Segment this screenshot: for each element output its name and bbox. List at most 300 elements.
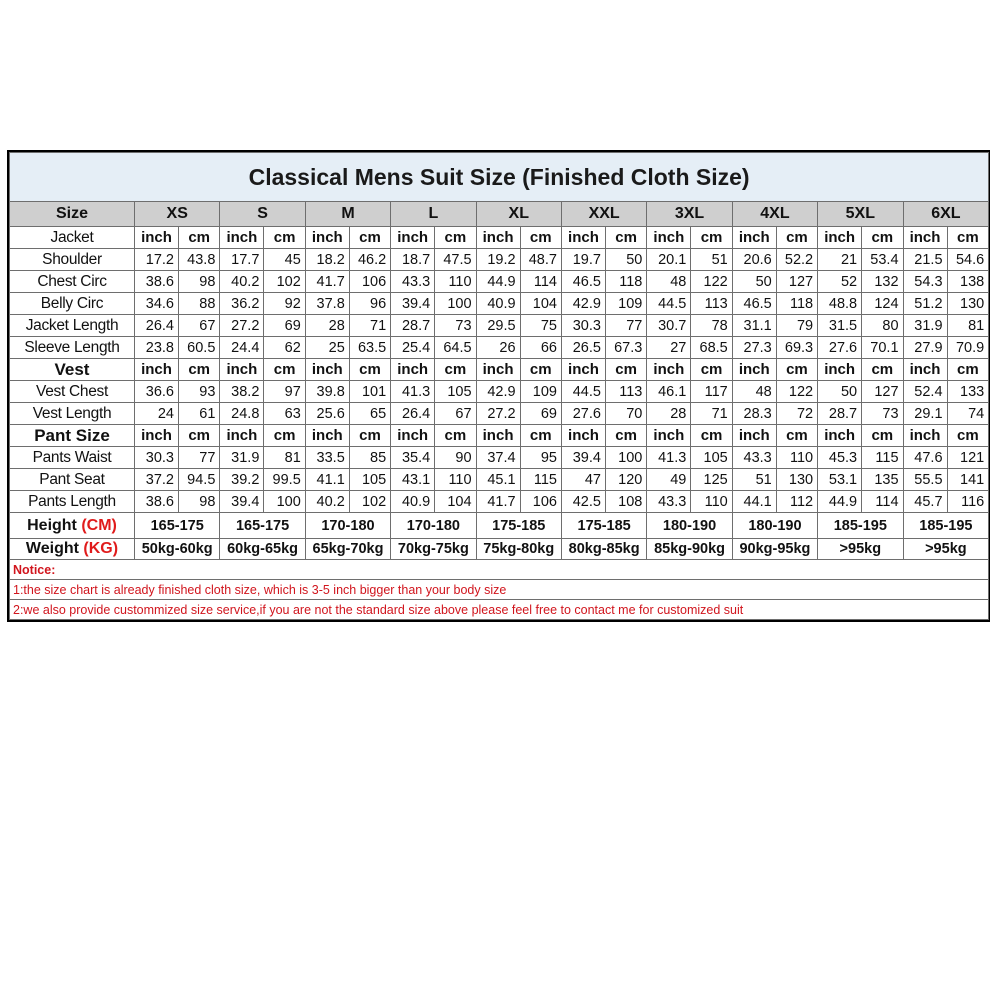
measurement-value: 48.8 [818, 293, 862, 315]
measurement-label: Vest Chest [10, 381, 135, 403]
measurement-value: 21.5 [903, 249, 947, 271]
measurement-value: 54.6 [947, 249, 989, 271]
unit-inch: inch [305, 359, 349, 381]
measurement-value: 127 [862, 381, 903, 403]
measurement-value: 77 [179, 447, 220, 469]
height-unit: (CM) [81, 516, 117, 534]
measurement-value: 35.4 [391, 447, 435, 469]
measurement-value: 38.6 [135, 271, 179, 293]
measurement-value: 74 [947, 403, 989, 425]
size-header-m: M [305, 202, 390, 227]
measurement-value: 54.3 [903, 271, 947, 293]
measurement-value: 114 [520, 271, 561, 293]
measurement-value: 18.2 [305, 249, 349, 271]
measurement-value: 132 [862, 271, 903, 293]
unit-cm: cm [264, 359, 305, 381]
measurement-value: 44.1 [732, 491, 776, 513]
weight-label-text: Weight [25, 540, 79, 557]
measurement-value: 47.5 [435, 249, 476, 271]
size-header-xl: XL [476, 202, 561, 227]
unit-inch: inch [135, 227, 179, 249]
measurement-value: 27.9 [903, 337, 947, 359]
unit-inch: inch [391, 359, 435, 381]
measurement-value: 70 [605, 403, 646, 425]
measurement-value: 117 [691, 381, 732, 403]
measurement-value: 45.1 [476, 469, 520, 491]
measurement-value: 61 [179, 403, 220, 425]
measurement-row [10, 469, 989, 491]
measurement-value: 77 [605, 315, 646, 337]
measurement-value: 50 [818, 381, 862, 403]
measurement-value: 106 [520, 491, 561, 513]
measurement-value: 46.2 [349, 249, 390, 271]
unit-cm: cm [349, 227, 390, 249]
measurement-value: 106 [349, 271, 390, 293]
measurement-value: 46.5 [561, 271, 605, 293]
notice-line-row [10, 580, 989, 600]
section-header-row [10, 359, 989, 381]
unit-inch: inch [647, 359, 691, 381]
measurement-value: 70.9 [947, 337, 989, 359]
measurement-label: Chest Circ [10, 271, 135, 293]
measurement-value: 40.9 [391, 491, 435, 513]
measurement-value: 81 [264, 447, 305, 469]
measurement-value: 78 [691, 315, 732, 337]
unit-cm: cm [349, 425, 390, 447]
measurement-value: 53.1 [818, 469, 862, 491]
size-table [9, 152, 989, 620]
section-label: Jacket [10, 227, 135, 249]
measurement-value: 45 [264, 249, 305, 271]
height-value: 185-195 [818, 513, 903, 539]
measurement-value: 23.8 [135, 337, 179, 359]
unit-cm: cm [179, 227, 220, 249]
measurement-label: Sleeve Length [10, 337, 135, 359]
measurement-value: 17.7 [220, 249, 264, 271]
unit-inch: inch [220, 227, 264, 249]
unit-inch: inch [220, 425, 264, 447]
measurement-value: 37.4 [476, 447, 520, 469]
measurement-value: 39.8 [305, 381, 349, 403]
measurement-value: 43.3 [732, 447, 776, 469]
measurement-label: Belly Circ [10, 293, 135, 315]
measurement-value: 40.2 [305, 491, 349, 513]
measurement-value: 41.7 [305, 271, 349, 293]
weight-value: 90kg-95kg [732, 539, 817, 560]
measurement-value: 27.6 [818, 337, 862, 359]
unit-inch: inch [135, 359, 179, 381]
unit-cm: cm [947, 359, 989, 381]
measurement-value: 97 [264, 381, 305, 403]
measurement-value: 37.2 [135, 469, 179, 491]
unit-inch: inch [476, 359, 520, 381]
unit-inch: inch [903, 227, 947, 249]
measurement-value: 48 [647, 271, 691, 293]
size-header-xs: XS [135, 202, 220, 227]
measurement-row [10, 447, 989, 469]
measurement-value: 26.4 [391, 403, 435, 425]
measurement-value: 31.9 [220, 447, 264, 469]
measurement-value: 130 [947, 293, 989, 315]
measurement-value: 26.4 [135, 315, 179, 337]
measurement-value: 25 [305, 337, 349, 359]
unit-cm: cm [691, 425, 732, 447]
unit-cm: cm [691, 227, 732, 249]
measurement-value: 109 [605, 293, 646, 315]
measurement-value: 50 [605, 249, 646, 271]
unit-inch: inch [647, 227, 691, 249]
measurement-row [10, 381, 989, 403]
measurement-label: Vest Length [10, 403, 135, 425]
unit-cm: cm [179, 359, 220, 381]
measurement-value: 102 [349, 491, 390, 513]
measurement-value: 112 [776, 491, 817, 513]
measurement-value: 24.8 [220, 403, 264, 425]
unit-cm: cm [862, 227, 903, 249]
measurement-value: 71 [691, 403, 732, 425]
measurement-value: 31.1 [732, 315, 776, 337]
measurement-value: 30.3 [135, 447, 179, 469]
section-label: Vest [10, 359, 135, 381]
measurement-value: 25.4 [391, 337, 435, 359]
measurement-value: 30.3 [561, 315, 605, 337]
measurement-value: 125 [691, 469, 732, 491]
measurement-value: 43.3 [647, 491, 691, 513]
measurement-value: 44.9 [818, 491, 862, 513]
measurement-value: 105 [691, 447, 732, 469]
measurement-value: 24.4 [220, 337, 264, 359]
measurement-value: 67 [179, 315, 220, 337]
measurement-value: 52.2 [776, 249, 817, 271]
weight-value: 50kg-60kg [135, 539, 220, 560]
measurement-value: 39.4 [220, 491, 264, 513]
unit-inch: inch [818, 425, 862, 447]
measurement-value: 122 [691, 271, 732, 293]
measurement-value: 39.4 [561, 447, 605, 469]
unit-cm: cm [776, 359, 817, 381]
measurement-value: 45.7 [903, 491, 947, 513]
measurement-value: 109 [520, 381, 561, 403]
measurement-value: 29.1 [903, 403, 947, 425]
unit-cm: cm [862, 425, 903, 447]
height-value: 180-190 [647, 513, 732, 539]
measurement-value: 100 [264, 491, 305, 513]
unit-cm: cm [776, 227, 817, 249]
unit-cm: cm [435, 425, 476, 447]
measurement-value: 127 [776, 271, 817, 293]
measurement-value: 30.7 [647, 315, 691, 337]
measurement-value: 92 [264, 293, 305, 315]
measurement-value: 28.7 [818, 403, 862, 425]
measurement-value: 26 [476, 337, 520, 359]
measurement-value: 40.9 [476, 293, 520, 315]
measurement-value: 46.1 [647, 381, 691, 403]
height-value: 175-185 [476, 513, 561, 539]
measurement-value: 66 [520, 337, 561, 359]
measurement-value: 141 [947, 469, 989, 491]
measurement-value: 41.7 [476, 491, 520, 513]
measurement-value: 42.9 [476, 381, 520, 403]
unit-inch: inch [818, 227, 862, 249]
size-header-3xl: 3XL [647, 202, 732, 227]
measurement-value: 27.2 [476, 403, 520, 425]
measurement-value: 110 [776, 447, 817, 469]
measurement-value: 41.3 [647, 447, 691, 469]
measurement-value: 43.3 [391, 271, 435, 293]
size-header-5xl: 5XL [818, 202, 903, 227]
measurement-value: 42.9 [561, 293, 605, 315]
weight-label [10, 539, 135, 560]
measurement-value: 44.9 [476, 271, 520, 293]
measurement-value: 19.2 [476, 249, 520, 271]
unit-inch: inch [732, 227, 776, 249]
measurement-value: 25.6 [305, 403, 349, 425]
size-header-6xl: 6XL [903, 202, 989, 227]
measurement-value: 67.3 [605, 337, 646, 359]
measurement-value: 49 [647, 469, 691, 491]
unit-inch: inch [476, 227, 520, 249]
measurement-value: 21 [818, 249, 862, 271]
measurement-value: 41.3 [391, 381, 435, 403]
measurement-value: 62 [264, 337, 305, 359]
measurement-value: 115 [862, 447, 903, 469]
measurement-value: 108 [605, 491, 646, 513]
height-value: 185-195 [903, 513, 989, 539]
measurement-value: 39.4 [391, 293, 435, 315]
measurement-value: 99.5 [264, 469, 305, 491]
measurement-value: 90 [435, 447, 476, 469]
measurement-value: 100 [435, 293, 476, 315]
measurement-value: 130 [776, 469, 817, 491]
measurement-value: 94.5 [179, 469, 220, 491]
measurement-value: 81 [947, 315, 989, 337]
measurement-value: 48.7 [520, 249, 561, 271]
measurement-value: 46.5 [732, 293, 776, 315]
height-value: 175-185 [561, 513, 646, 539]
measurement-value: 121 [947, 447, 989, 469]
measurement-value: 52 [818, 271, 862, 293]
measurement-value: 42.5 [561, 491, 605, 513]
measurement-value: 124 [862, 293, 903, 315]
measurement-value: 65 [349, 403, 390, 425]
measurement-row [10, 337, 989, 359]
measurement-value: 115 [520, 469, 561, 491]
measurement-value: 44.5 [647, 293, 691, 315]
measurement-value: 53.4 [862, 249, 903, 271]
measurement-value: 60.5 [179, 337, 220, 359]
weight-row [10, 539, 989, 560]
measurement-value: 118 [605, 271, 646, 293]
measurement-value: 43.1 [391, 469, 435, 491]
measurement-value: 138 [947, 271, 989, 293]
measurement-value: 110 [435, 469, 476, 491]
notice-heading-row [10, 560, 989, 580]
measurement-value: 67 [435, 403, 476, 425]
measurement-value: 48 [732, 381, 776, 403]
measurement-value: 105 [349, 469, 390, 491]
height-value: 165-175 [135, 513, 220, 539]
unit-inch: inch [391, 227, 435, 249]
measurement-value: 18.7 [391, 249, 435, 271]
measurement-value: 73 [862, 403, 903, 425]
measurement-row [10, 271, 989, 293]
measurement-value: 68.5 [691, 337, 732, 359]
measurement-value: 135 [862, 469, 903, 491]
unit-cm: cm [862, 359, 903, 381]
unit-inch: inch [561, 227, 605, 249]
measurement-value: 63.5 [349, 337, 390, 359]
measurement-value: 73 [435, 315, 476, 337]
height-value: 165-175 [220, 513, 305, 539]
measurement-value: 36.6 [135, 381, 179, 403]
measurement-label: Pants Waist [10, 447, 135, 469]
unit-cm: cm [605, 227, 646, 249]
unit-inch: inch [391, 425, 435, 447]
unit-inch: inch [647, 425, 691, 447]
measurement-value: 26.5 [561, 337, 605, 359]
measurement-value: 116 [947, 491, 989, 513]
measurement-value: 104 [520, 293, 561, 315]
measurement-value: 114 [862, 491, 903, 513]
measurement-label: Pants Length [10, 491, 135, 513]
size-header-s: S [220, 202, 305, 227]
measurement-value: 27.6 [561, 403, 605, 425]
unit-inch: inch [135, 425, 179, 447]
measurement-value: 20.6 [732, 249, 776, 271]
measurement-value: 69 [520, 403, 561, 425]
weight-value: 65kg-70kg [305, 539, 390, 560]
measurement-row [10, 491, 989, 513]
unit-inch: inch [903, 359, 947, 381]
measurement-value: 101 [349, 381, 390, 403]
height-value: 180-190 [732, 513, 817, 539]
measurement-value: 63 [264, 403, 305, 425]
chart-title: Classical Mens Suit Size (Finished Cloth Size) [10, 153, 989, 202]
unit-inch: inch [818, 359, 862, 381]
measurement-value: 45.3 [818, 447, 862, 469]
measurement-value: 113 [605, 381, 646, 403]
unit-inch: inch [476, 425, 520, 447]
measurement-value: 93 [179, 381, 220, 403]
measurement-value: 50 [732, 271, 776, 293]
measurement-value: 31.9 [903, 315, 947, 337]
measurement-value: 55.5 [903, 469, 947, 491]
measurement-value: 33.5 [305, 447, 349, 469]
measurement-value: 20.1 [647, 249, 691, 271]
size-header-4xl: 4XL [732, 202, 817, 227]
unit-cm: cm [264, 227, 305, 249]
measurement-value: 17.2 [135, 249, 179, 271]
measurement-value: 27.3 [732, 337, 776, 359]
measurement-value: 31.5 [818, 315, 862, 337]
height-row [10, 513, 989, 539]
measurement-value: 98 [179, 271, 220, 293]
measurement-value: 75 [520, 315, 561, 337]
unit-cm: cm [435, 227, 476, 249]
measurement-value: 24 [135, 403, 179, 425]
notice-line: 1:the size chart is already finished cloth size, which is 3-5 inch bigger than your body size [10, 580, 989, 600]
measurement-value: 64.5 [435, 337, 476, 359]
measurement-label: Jacket Length [10, 315, 135, 337]
unit-inch: inch [561, 425, 605, 447]
measurement-value: 38.2 [220, 381, 264, 403]
notice-heading: Notice: [10, 560, 989, 580]
notice-line-row [10, 600, 989, 620]
measurement-value: 28.3 [732, 403, 776, 425]
measurement-value: 27 [647, 337, 691, 359]
section-header-row [10, 227, 989, 249]
section-header-row [10, 425, 989, 447]
weight-value: >95kg [903, 539, 989, 560]
height-label [10, 513, 135, 539]
measurement-value: 120 [605, 469, 646, 491]
measurement-value: 133 [947, 381, 989, 403]
unit-cm: cm [520, 425, 561, 447]
measurement-value: 34.6 [135, 293, 179, 315]
unit-cm: cm [947, 227, 989, 249]
unit-inch: inch [561, 359, 605, 381]
weight-value: 70kg-75kg [391, 539, 476, 560]
measurement-value: 40.2 [220, 271, 264, 293]
weight-value: 75kg-80kg [476, 539, 561, 560]
unit-inch: inch [732, 425, 776, 447]
unit-inch: inch [220, 359, 264, 381]
unit-cm: cm [520, 227, 561, 249]
measurement-value: 70.1 [862, 337, 903, 359]
measurement-value: 71 [349, 315, 390, 337]
measurement-value: 47.6 [903, 447, 947, 469]
size-header-l: L [391, 202, 476, 227]
measurement-value: 105 [435, 381, 476, 403]
measurement-value: 85 [349, 447, 390, 469]
unit-inch: inch [305, 227, 349, 249]
unit-cm: cm [947, 425, 989, 447]
unit-cm: cm [435, 359, 476, 381]
weight-value: 80kg-85kg [561, 539, 646, 560]
measurement-value: 72 [776, 403, 817, 425]
measurement-value: 39.2 [220, 469, 264, 491]
unit-cm: cm [264, 425, 305, 447]
measurement-value: 102 [264, 271, 305, 293]
measurement-value: 43.8 [179, 249, 220, 271]
measurement-value: 79 [776, 315, 817, 337]
weight-value: 85kg-90kg [647, 539, 732, 560]
measurement-value: 118 [776, 293, 817, 315]
unit-cm: cm [691, 359, 732, 381]
measurement-label: Shoulder [10, 249, 135, 271]
size-chart [7, 150, 990, 622]
measurement-value: 37.8 [305, 293, 349, 315]
weight-value: >95kg [818, 539, 903, 560]
height-label-text: Height [27, 516, 77, 534]
unit-cm: cm [349, 359, 390, 381]
measurement-value: 122 [776, 381, 817, 403]
unit-cm: cm [605, 425, 646, 447]
measurement-value: 28 [647, 403, 691, 425]
measurement-value: 100 [605, 447, 646, 469]
height-value: 170-180 [391, 513, 476, 539]
measurement-value: 47 [561, 469, 605, 491]
measurement-row [10, 315, 989, 337]
unit-cm: cm [605, 359, 646, 381]
unit-inch: inch [305, 425, 349, 447]
measurement-value: 51.2 [903, 293, 947, 315]
unit-cm: cm [179, 425, 220, 447]
weight-value: 60kg-65kg [220, 539, 305, 560]
weight-unit: (KG) [83, 540, 119, 557]
measurement-value: 113 [691, 293, 732, 315]
measurement-value: 95 [520, 447, 561, 469]
